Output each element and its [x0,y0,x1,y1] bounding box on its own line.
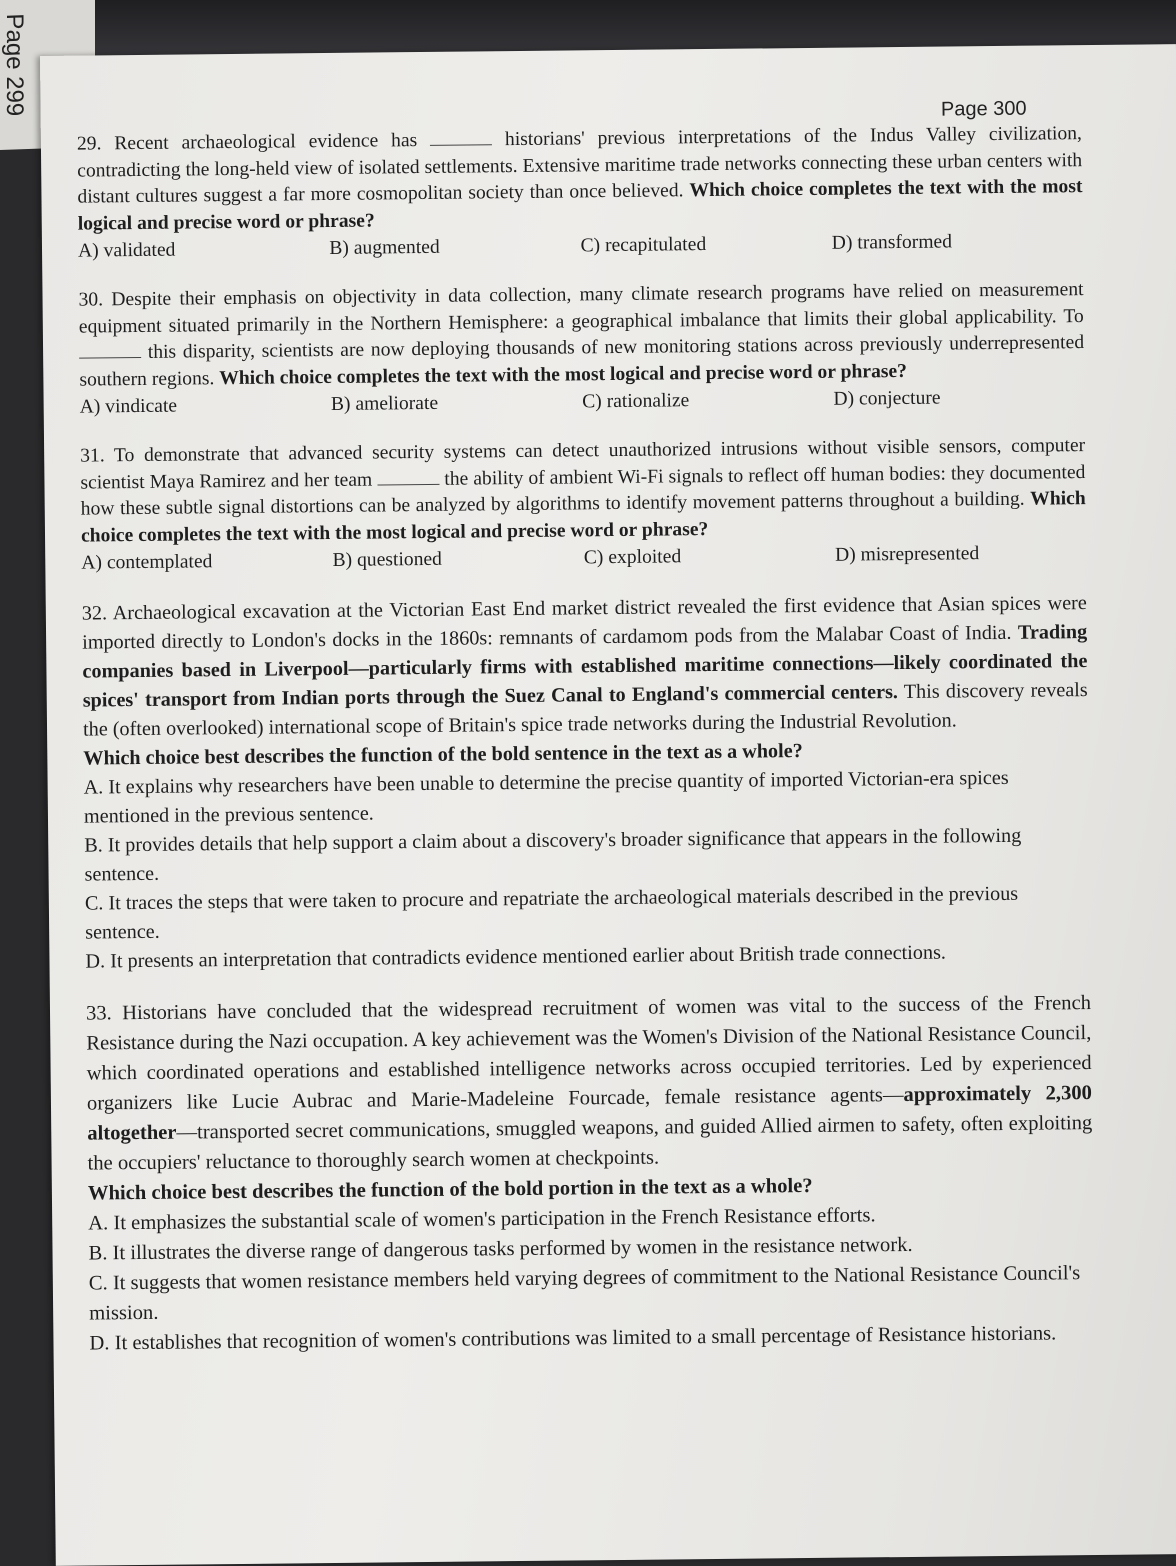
answer-blank [377,469,439,485]
question-31 [80,433,1086,577]
choice-a: A) validated [77,239,176,262]
choice-d: D. It presents an interpretation that contradicts evidence mentioned earlier about British trade connections. [85,941,947,973]
choice-c: C) recapitulated [580,234,707,257]
worksheet-page [40,44,1176,1566]
question-text: 33. Historians have concluded that the widespread recruitment of women was vital to the success of the French Resistance during the Nazi occupation. A key achievement was the Women's Division of the National Resistance Council, which coordinated operations and established intelligence networks across occupied territories. Led by experienced organizers like Lucie Aubrac and Marie-Madeleine Fourcade, female resistance agents—approximately 2,300 altogether—transported secret communications, smuggled weapons, and guided Allied airmen to safety, often exploiting the occupiers' reluctance to thoroughly search women at checkpoints. [85,991,1093,1175]
question-text: 32. Archaeological excavation at the Victorian East End market district revealed the first evidence that Asian spices were imported directly to London's docks in the 1860s: remnants of cardamom pods from the Malabar Coast of India. Trading companies based in Liverpool—particularly firms with established maritime connections—likely coordinated the spices' transport from Indian ports through the Suez Canal to England's commercial centers. This discovery reveals the (often overlooked) international scope of Britain's spice trade networks during the Industrial Revolution. [81,591,1088,741]
question-number: 31. [80,445,105,467]
question-prompt: Which choice best describes the function of the bold sentence in the text as a whole? [83,739,803,770]
question-prompt: Which choice completes the text with the most logical and precise word or phrase? [219,360,908,389]
question-list [77,121,1095,1380]
choice-d: D. It establishes that recognition of women's contributions was limited to a small percentage of Resistance historians. [89,1322,1057,1355]
question-number: 29. [76,133,102,155]
question-30 [78,277,1084,421]
question-text: 30. Despite their emphasis on objectivity in data collection, many climate research programs have relied on measurement equipment situated primarily in the Northern Hemisphere: a geographical imbalance that limits their global applicability. To this disparity, scientists are now deploying thousands of new monitoring stations across previously underrepresented southern regions. Which choice completes the text with the most logical and precise word or phrase? [78,279,1085,391]
question-32 [82,589,1091,977]
choice-a: A) contemplated [81,551,213,574]
choice-b: B) ameliorate [330,393,439,416]
choice-c: C) rationalize [582,390,690,413]
choice-d: D) conjecture [833,387,941,411]
choice-a: A) vindicate [79,395,178,418]
choice-b: B) augmented [329,237,440,260]
choice-a: A. It emphasizes the substantial scale of women's participation in the French Resistance efforts. [88,1204,876,1235]
choice-d: D) transformed [831,231,953,255]
question-text: 29. Recent archaeological evidence has historians' previous interpretations of the Indus Valley civilization, contradicting the long-held view of isolated settlements. Extensive maritime trade networks connecting these urban centers with distant cultures suggest a far more cosmopolitan society than once believed. Which choice completes the text with the most logical and precise word or phrase? [76,123,1083,235]
answer-choices [88,1198,1095,1359]
question-33 [86,988,1095,1359]
choice-b: B. It provides details that help support a claim about a discovery's broader significance that appears in the following sentence. [84,824,1022,886]
previous-page-text [0,13,28,139]
choice-b: B. It illustrates the diverse range of dangerous tasks performed by women in the resistance network. [88,1233,913,1265]
answer-choices [84,763,1091,977]
question-number: 30. [78,289,104,311]
choice-d: D) misrepresented [834,543,980,567]
bold-portion: approximately 2,300 altogether [87,1081,1093,1145]
question-prompt: Which choice completes the text with the most logical and precise word or phrase? [80,488,1086,547]
question-text: 31. To demonstrate that advanced security systems can detect unauthorized intrusions without visible sensors, computer scientist Maya Ramirez and her team the ability of ambient Wi-Fi signals to reflect off human bodies: they documented how these subtle signal distortions can be analyzed by algorithms to identify movement patterns throughout a building. Which choice completes the text with the most logical and precise word or phrase? [80,435,1086,547]
bold-sentence: Trading companies based in Liverpool—particularly firms with established maritime connections—likely coordinated the spices' transport from Indian ports through the Suez Canal to England's commercial centers. [82,620,1088,712]
answer-blank [430,130,492,146]
question-prompt: Which choice best describes the function of the bold portion in the text as a whole? [87,1174,813,1205]
question-29 [77,121,1083,265]
question-number: 32. [81,602,108,625]
choice-c: C) exploited [583,546,682,569]
choice-b: B) questioned [332,549,443,572]
question-number: 33. [85,1002,112,1025]
choice-a: A. It explains why researchers have been unable to determine the precise quantity of imported Victorian-era spices mentioned in the previous sentence. [83,766,1009,828]
question-prompt: Which choice completes the text with the most logical and precise word or phrase? [77,176,1083,235]
choice-c: C. It traces the steps that were taken to procure and repatriate the archaeological materials described in the previous sentence. [84,882,1019,944]
answer-blank [79,343,141,359]
choice-c: C. It suggests that women resistance members held varying degrees of commitment to the National Resistance Council's mission. [88,1262,1081,1325]
page-number: Page 300 [940,97,1027,121]
previous-page-number: Page 299 [1,13,28,117]
